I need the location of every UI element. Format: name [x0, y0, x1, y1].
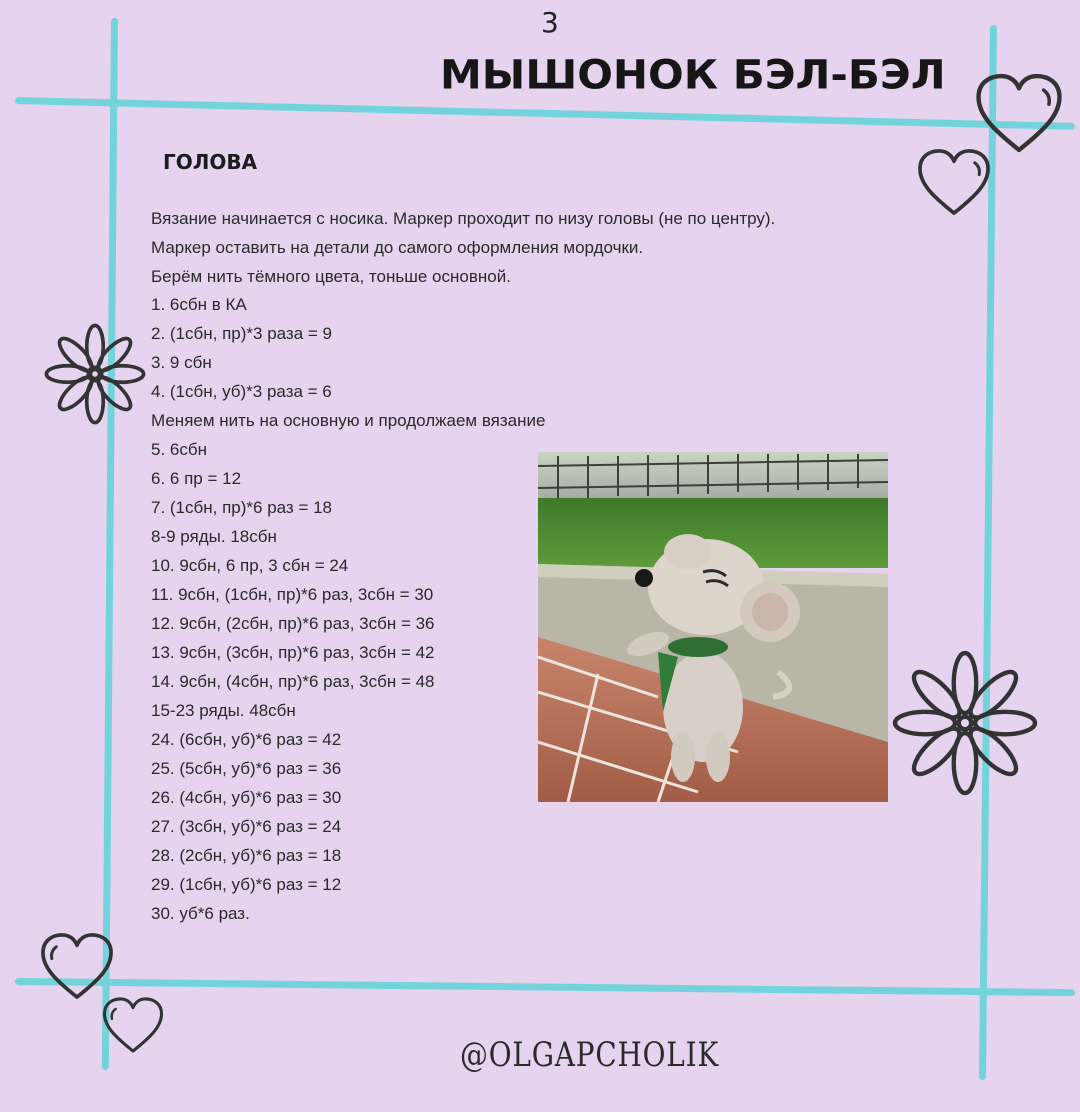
page-title: МЫШОНОК БЭЛ-БЭЛ: [440, 51, 946, 98]
step-item: 29. (1сбн, уб)*6 раз = 12: [151, 875, 342, 894]
step-item: 2. (1сбн, пр)*3 раза = 9: [151, 324, 332, 343]
flower-icon: [40, 318, 150, 430]
heart-icon: [917, 147, 991, 217]
step-item: 13. 9сбн, (3сбн, пр)*6 раз, 3сбн = 42: [151, 643, 435, 662]
step-item: 12. 9сбн, (2сбн, пр)*6 раз, 3сбн = 36: [151, 614, 435, 633]
steps-list: [151, 290, 546, 928]
flower-icon: [890, 645, 1040, 801]
step-item: 5. 6сбн: [151, 440, 207, 459]
frame-line-bottom: [15, 978, 1075, 996]
intro-line: Вязание начинается с носика. Маркер проходит по низу головы (не по центру).: [151, 209, 776, 228]
step-item: 25. (5сбн, уб)*6 раз = 36: [151, 759, 342, 778]
mouse-photo: [538, 452, 888, 802]
step-item: 14. 9сбн, (4сбн, пр)*6 раз, 3сбн = 48: [151, 672, 435, 691]
page-number: 3: [541, 6, 559, 39]
step-item: 10. 9сбн, 6 пр, 3 сбн = 24: [151, 556, 349, 575]
step-item: 15-23 ряды. 48сбн: [151, 701, 296, 720]
section-heading: ГОЛОВА: [163, 150, 258, 174]
frame-line-left: [102, 18, 118, 1070]
intro-line: Берём нить тёмного цвета, тоньше основной.: [151, 267, 511, 286]
intro-text: [151, 204, 931, 291]
heart-icon: [102, 995, 164, 1055]
heart-icon: [40, 930, 114, 1002]
step-item: 8-9 ряды. 18сбн: [151, 527, 277, 546]
step-item: 30. уб*6 раз.: [151, 904, 250, 923]
intro-line: Маркер оставить на детали до самого оформления мордочки.: [151, 238, 644, 257]
step-item: 3. 9 сбн: [151, 353, 212, 372]
frame-line-top: [15, 97, 1075, 130]
heart-icon: [975, 72, 1063, 154]
step-item: 27. (3сбн, уб)*6 раз = 24: [151, 817, 342, 836]
step-item: 7. (1сбн, пр)*6 раз = 18: [151, 498, 332, 517]
step-item: 26. (4сбн, уб)*6 раз = 30: [151, 788, 342, 807]
step-item: Меняем нить на основную и продолжаем вязание: [151, 411, 546, 430]
step-item: 4. (1сбн, уб)*3 раза = 6: [151, 382, 332, 401]
step-item: 24. (6сбн, уб)*6 раз = 42: [151, 730, 342, 749]
step-item: 11. 9сбн, (1сбн, пр)*6 раз, 3сбн = 30: [151, 585, 434, 604]
step-item: 6. 6 пр = 12: [151, 469, 242, 488]
footer-handle: @OLGAPCHOLIK: [460, 1035, 720, 1075]
step-item: 28. (2сбн, уб)*6 раз = 18: [151, 846, 342, 865]
step-item: 1. 6сбн в КА: [151, 295, 247, 314]
mouse-photo-illustration: [538, 452, 888, 802]
